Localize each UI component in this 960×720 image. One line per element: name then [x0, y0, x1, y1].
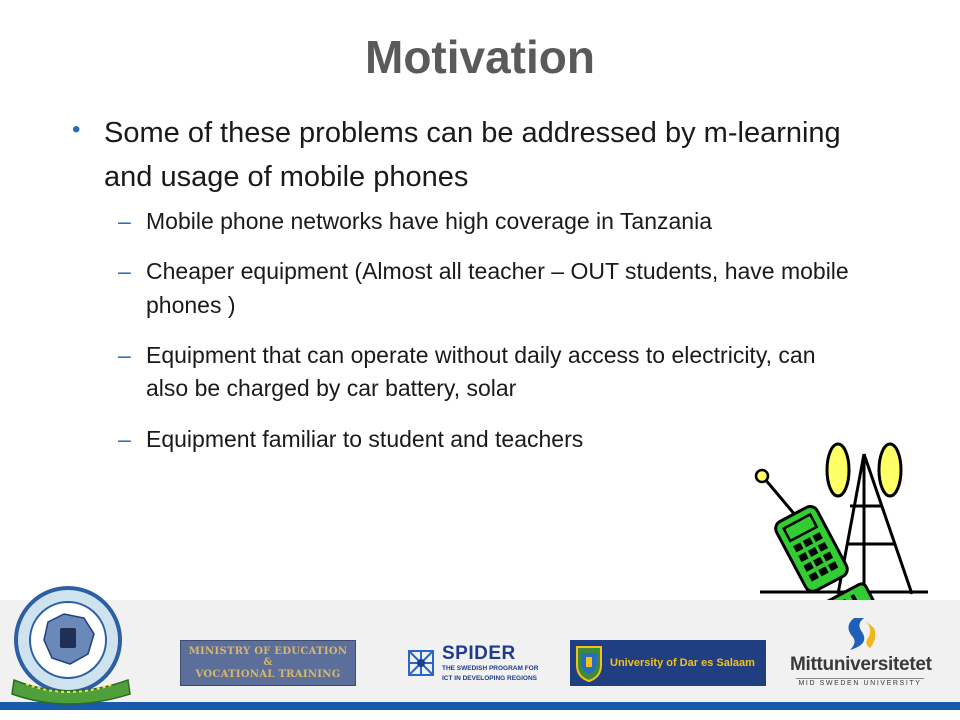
sub-bullet-electricity [74, 339, 852, 406]
sub-bullet-text: Mobile phone networks have high coverage in Tanzania [146, 208, 713, 234]
mun-name: Mittuniversitetet [790, 654, 932, 675]
spider-sub-1: THE SWEDISH PROGRAM FOR [442, 665, 539, 673]
sub-bullet-text: Cheaper equipment (Almost all teacher – OUT students, have mobile phones ) [146, 258, 849, 318]
main-bullet [72, 112, 852, 199]
spider-name: SPIDER [442, 643, 516, 665]
sub-bullet-familiar [74, 423, 852, 456]
moe-line-1: MINISTRY OF EDUCATION [188, 645, 348, 657]
sub-bullet-cheaper [74, 255, 852, 322]
sub-bullet-marker: – [118, 258, 131, 285]
open-university-tanzania-seal [4, 584, 138, 708]
footer-bar [0, 702, 960, 710]
ministry-of-education-logo [180, 640, 356, 686]
main-bullet-text: Some of these problems can be addressed by m-learning and usage of mobile phones [104, 117, 841, 193]
spider-sub-2: ICT IN DEVELOPING REGIONS [442, 674, 537, 682]
moe-line-2: & [263, 657, 273, 669]
spider-text [442, 644, 538, 682]
udsm-text: University of Dar es Salaam [610, 657, 755, 669]
udsm-crest-icon [574, 643, 604, 683]
mun-divider [796, 678, 924, 679]
spider-logo [406, 640, 546, 686]
bullet-marker: • [72, 116, 81, 143]
mun-sub: MID SWEDEN UNIVERSITY [798, 680, 922, 687]
moe-line-3: VOCATIONAL TRAINING [195, 668, 341, 680]
sub-bullet-text: Equipment that can operate without daily access to electricity, can also be charged by car battery, solar [146, 342, 816, 402]
sub-bullet-marker: – [118, 425, 131, 452]
content-area [72, 112, 852, 473]
sub-bullet-marker: – [118, 208, 131, 234]
sub-bullet-marker: – [118, 342, 131, 369]
footer-strip [0, 710, 960, 720]
mittuniversitetet-logo [790, 616, 930, 692]
mittuniversitetet-mark-icon [840, 616, 880, 652]
slide-title: Motivation [365, 31, 595, 83]
sub-bullet-text: Equipment familiar to student and teachers [146, 425, 584, 452]
udsm-logo [570, 640, 766, 686]
sub-bullet-list [72, 205, 852, 456]
spider-network-icon [406, 648, 436, 678]
sub-bullet-coverage [74, 205, 852, 238]
